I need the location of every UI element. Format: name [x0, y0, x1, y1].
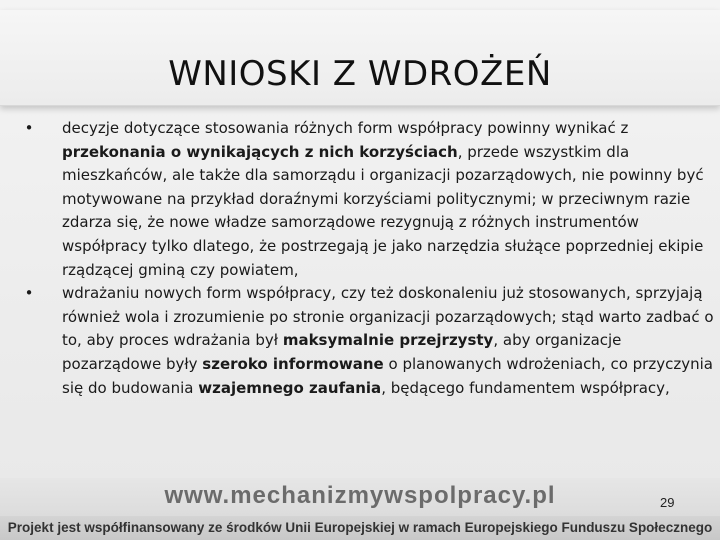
page-number: 29 [660, 495, 675, 510]
bullet-marker: • [24, 119, 34, 137]
bullet-text: wdrażaniu nowych form współpracy, czy też doskonaleniu już stosowanych, sprzyjają również wola i zrozumienie po stronie organizacji pozarządowych; stąd warto zadbać o to, aby proces wdrażania był [62, 284, 714, 350]
bullet-text: , aby organizacje pozarządowe były [62, 331, 622, 373]
bullet-item [20, 282, 714, 400]
bullet-item [20, 117, 714, 282]
bullet-text: decyzje dotyczące stosowania różnych form współpracy powinny wynikać z [62, 119, 629, 137]
bullet-emphasis: szeroko informowane [202, 354, 384, 373]
bullet-text: , będącego fundamentem współpracy, [381, 378, 670, 397]
website-url[interactable]: www.mechanizmywspolpracy.pl [164, 482, 556, 509]
bullet-text: o planowanych wdrożeniach, co przyczynia się do budowania [62, 354, 713, 397]
bullet-emphasis: maksymalnie przejrzysty [282, 331, 494, 350]
title-box [0, 10, 720, 106]
bullet-emphasis: przekonania o wynikających z nich korzyściach [62, 142, 458, 161]
funding-note: Projekt jest współfinansowany ze środków Unii Europejskiej w ramach Europejskiego Funduszu Społecznego [0, 516, 720, 540]
slide-title: WNIOSKI Z WDROŻEŃ [168, 54, 552, 94]
slide-body [20, 117, 714, 400]
bullet-marker: • [24, 284, 34, 303]
bullet-text: , przede wszystkim dla mieszkańców, ale także dla samorządu i organizacji pozarządowych, nie powinny być motywowane na przykład doraźnymi korzyściami politycznymi; w przeciwnym razie zdarza się, że nowe władze samorządowe rezygnują z różnych instrumentów współpracy tylko dlatego, że postrzegają je jako narzędzia służące poprzedniej ekipie rządzącej gminą czy powiatem, [62, 142, 704, 279]
bullet-emphasis: wzajemnego zaufania [198, 378, 382, 397]
